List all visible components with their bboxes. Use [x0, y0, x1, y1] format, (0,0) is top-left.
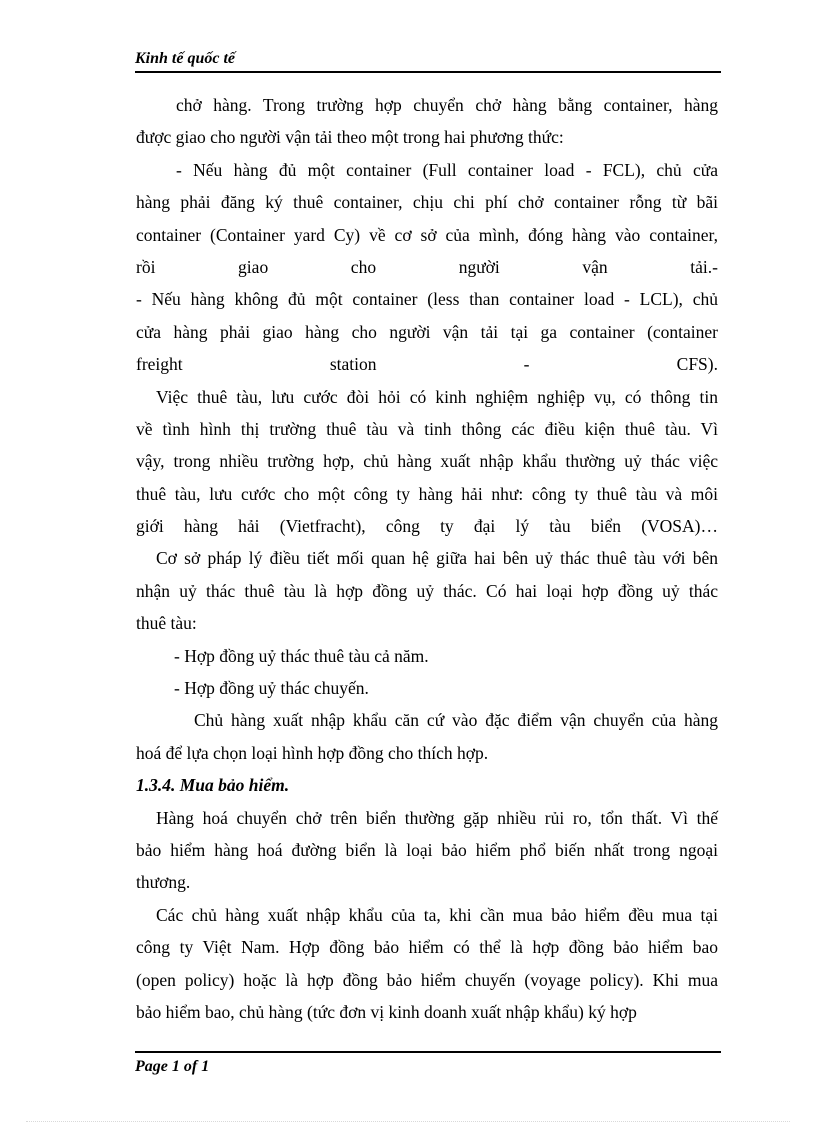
list-item-line: - Hợp đồng uỷ thác chuyến.	[174, 678, 369, 699]
paragraph-line: Các chủ hàng xuất nhập khẩu của ta, khi cần mua bảo hiểm đều mua tại	[156, 904, 718, 925]
paragraph-line: được giao cho người vận tải theo một trong hai phương thức:	[136, 127, 564, 148]
list-item-line: - Hợp đồng uỷ thác thuê tàu cả năm.	[174, 645, 429, 666]
page-footer	[135, 1051, 721, 1077]
paragraph-line: Cơ sở pháp lý điều tiết mối quan hệ giữa hai bên uỷ thác thuê tàu với bên	[156, 548, 718, 569]
paragraph-line: chở hàng. Trong trường hợp chuyển chở hàng bằng container, hàng	[176, 95, 718, 115]
paragraph-line: container (Container yard Cy) về cơ sở của mình, đóng hàng vào container,	[136, 224, 718, 245]
paragraph-line: nhận uỷ thác thuê tàu là hợp đồng uỷ thác. Có hai loại hợp đồng uỷ thác	[136, 580, 718, 601]
paragraph-line: bảo hiểm bao, chủ hàng (tức đơn vị kinh doanh xuất nhập khẩu) ký hợp	[136, 1001, 637, 1022]
document-body	[136, 89, 718, 1028]
paragraph-line: bảo hiểm hàng hoá đường biển là loại bảo hiểm phổ biến nhất trong ngoại	[136, 839, 718, 860]
paragraph-line: vậy, trong nhiều trường hợp, chủ hàng xuất nhập khẩu thường uỷ thác việc	[136, 451, 718, 472]
list-item-line: - Nếu hàng không đủ một container (less than container load - LCL), chủ	[136, 289, 718, 310]
paragraph-line: hàng phải đăng ký thuê container, chịu chi phí chở container rỗng từ bãi	[136, 192, 718, 213]
list-item-line: - Nếu hàng đủ một container (Full container load - FCL), chủ cửa	[176, 159, 718, 180]
paragraph-line: rồi giao cho người vận tải.-	[136, 256, 718, 277]
paragraph-line: Hàng hoá chuyển chở trên biển thường gặp nhiều rủi ro, tổn thất. Vì thế	[156, 807, 718, 828]
paragraph-line: thương.	[136, 872, 191, 893]
paragraph-line: Chủ hàng xuất nhập khẩu căn cứ vào đặc điểm vận chuyển của hàng	[194, 710, 718, 731]
paragraph-line: giới hàng hải (Vietfracht), công ty đại lý tàu biển (VOSA)…	[136, 516, 718, 537]
paragraph-line: về tình hình thị trường thuê tàu và tinh thông các điều kiện thuê tàu. Vì	[136, 418, 718, 439]
paragraph-line: Việc thuê tàu, lưu cước đòi hỏi có kinh nghiệm nghiệp vụ, có thông tin	[156, 386, 718, 407]
paragraph-line: (open policy) hoặc là hợp đồng bảo hiểm chuyến (voyage policy). Khi mua	[136, 969, 718, 990]
paragraph-line: công ty Việt Nam. Hợp đồng bảo hiểm có thể là hợp đồng bảo hiểm bao	[136, 937, 718, 958]
header-title: Kinh tế quốc tế	[135, 50, 236, 67]
section-heading: 1.3.4. Mua bảo hiểm.	[136, 775, 290, 796]
paragraph-line: freight station - CFS).	[136, 354, 718, 375]
page-header	[135, 49, 721, 73]
paragraph-line: thuê tàu, lưu cước cho một công ty hàng hải như: công ty thuê tàu và môi	[136, 483, 718, 504]
paragraph-line: hoá để lựa chọn loại hình hợp đồng cho thích hợp.	[136, 742, 489, 763]
page-edge-divider	[26, 1121, 790, 1122]
paragraph-line: cửa hàng phải giao hàng cho người vận tải tại ga container (container	[136, 321, 718, 342]
paragraph-line: thuê tàu:	[136, 613, 197, 634]
page-number-label: Page 1 of 1	[135, 1058, 210, 1075]
